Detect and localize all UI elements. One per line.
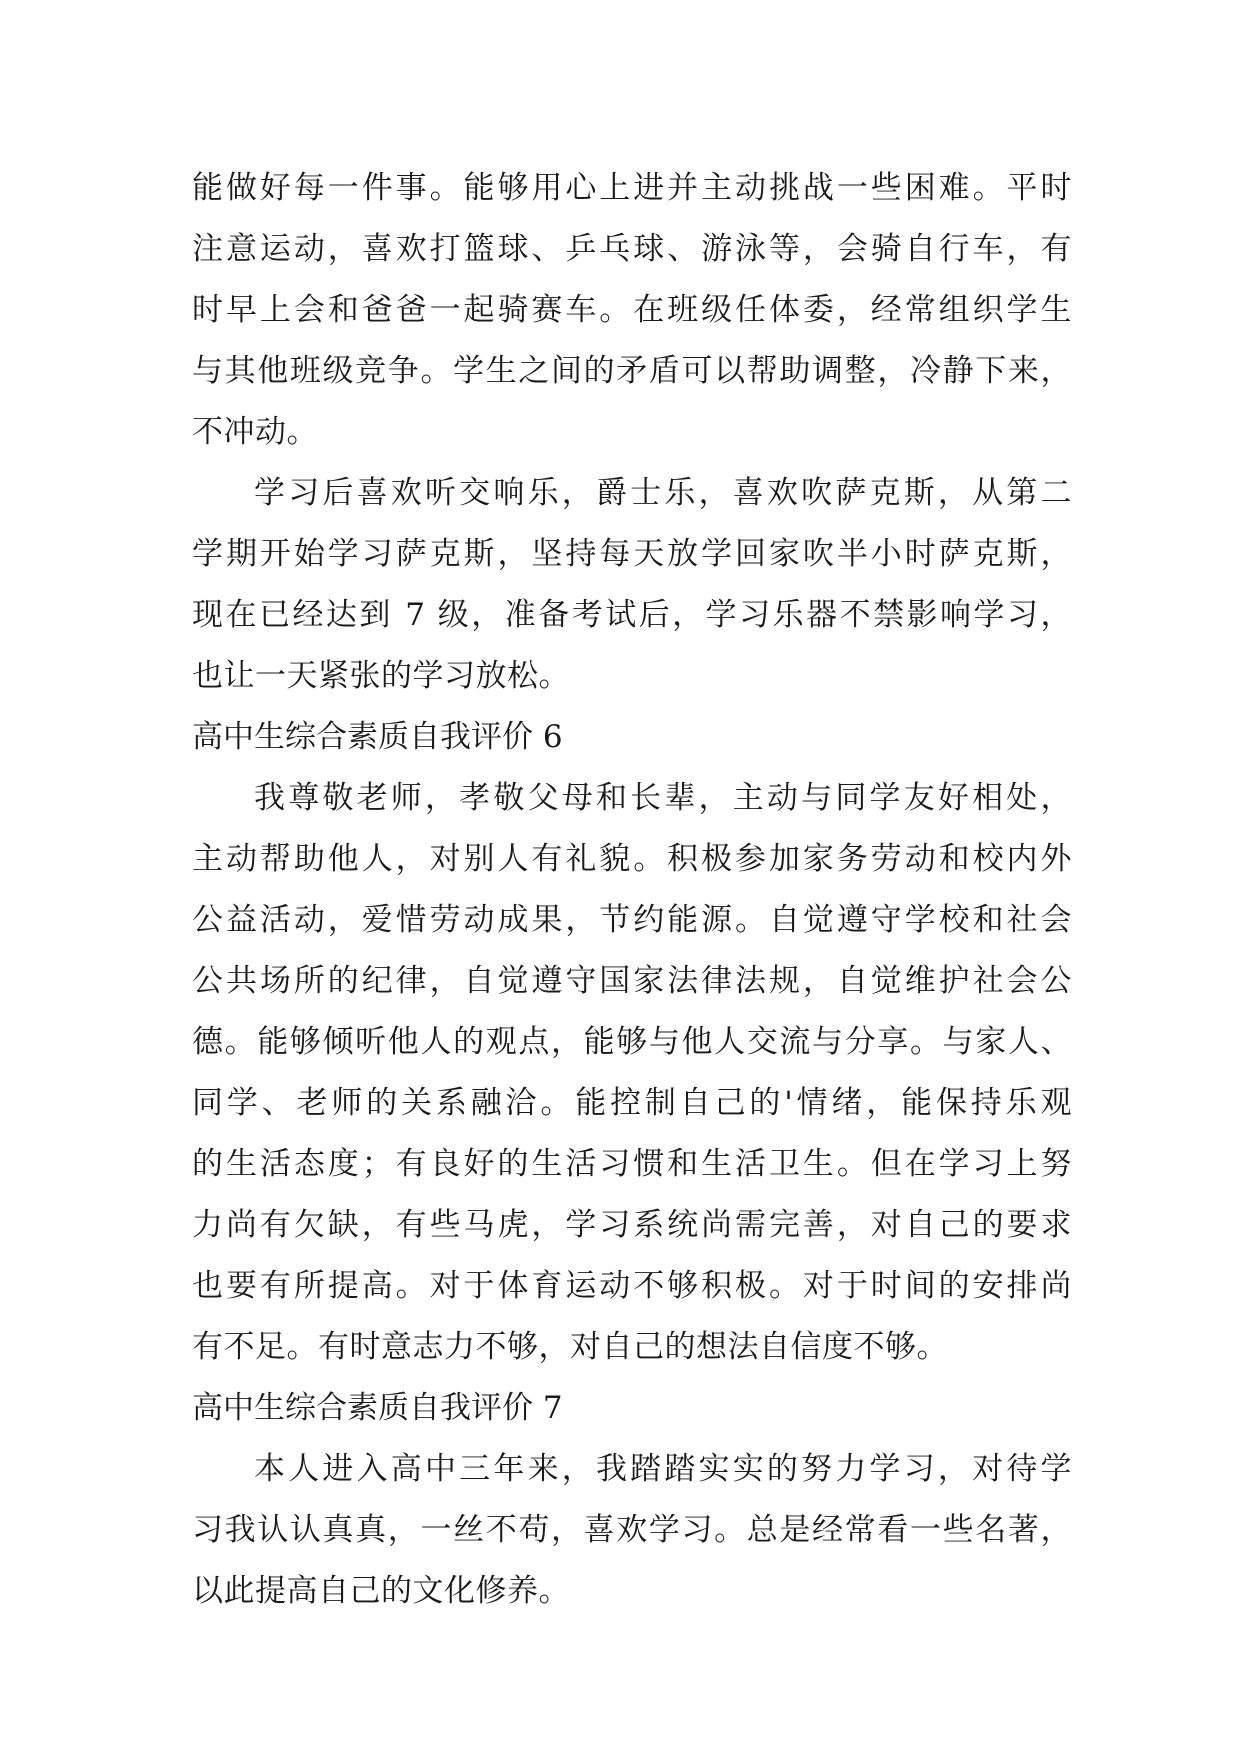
text-line: 主动帮助他人，对别人有礼貌。积极参加家务劳动和校内外 [192, 841, 1072, 877]
text-line: 注意运动，喜欢打篮球、乒乓球、游泳等，会骑自行车，有 [192, 231, 1072, 267]
text-line: 也让一天紧张的学习放松。 [192, 658, 570, 694]
paragraph [192, 768, 1072, 1378]
text-line: 公益活动，爱惜劳动成果，节约能源。自觉遵守学校和社会 [192, 902, 1072, 938]
text-line: 学习后喜欢听交响乐，爵士乐，喜欢吹萨克斯，从第二 [254, 475, 1072, 511]
text-line: 习我认认真真，一丝不苟，喜欢学习。总是经常看一些名著， [192, 1512, 1072, 1548]
document-page [192, 158, 1072, 1622]
text-line: 时早上会和爸爸一起骑赛车。在班级任体委，经常组织学生 [192, 292, 1072, 328]
text-line: 不冲动。 [192, 414, 318, 450]
text-line: 德。能够倾听他人的观点，能够与他人交流与分享。与家人、 [192, 1024, 1072, 1060]
text-line: 公共场所的纪律，自觉遵守国家法律法规，自觉维护社会公 [192, 963, 1072, 999]
section-heading: 高中生综合素质自我评价 6 [192, 719, 563, 755]
text-line: 的生活态度；有良好的生活习惯和生活卫生。但在学习上努 [192, 1146, 1072, 1182]
section-heading: 高中生综合素质自我评价 7 [192, 1390, 563, 1426]
text-line: 以此提高自己的文化修养。 [192, 1573, 570, 1609]
text-line: 有不足。有时意志力不够，对自己的想法自信度不够。 [192, 1329, 948, 1365]
paragraph [192, 1439, 1072, 1622]
text-line: 现在已经达到 7 级，准备考试后，学习乐器不禁影响学习， [192, 597, 1072, 633]
text-line: 与其他班级竞争。学生之间的矛盾可以帮助调整，冷静下来， [192, 353, 1072, 389]
paragraph [192, 158, 1072, 463]
text-line: 我尊敬老师，孝敬父母和长辈，主动与同学友好相处， [254, 780, 1072, 816]
text-line: 学期开始学习萨克斯，坚持每天放学回家吹半小时萨克斯， [192, 536, 1072, 572]
text-line: 也要有所提高。对于体育运动不够积极。对于时间的安排尚 [192, 1268, 1072, 1304]
text-line: 力尚有欠缺，有些马虎，学习系统尚需完善，对自己的要求 [192, 1207, 1072, 1243]
text-line: 同学、老师的关系融洽。能控制自己的'情绪，能保持乐观 [192, 1085, 1072, 1121]
text-line: 本人进入高中三年来，我踏踏实实的努力学习，对待学 [254, 1451, 1072, 1487]
text-line: 能做好每一件事。能够用心上进并主动挑战一些困难。平时 [192, 170, 1072, 206]
paragraph [192, 463, 1072, 707]
